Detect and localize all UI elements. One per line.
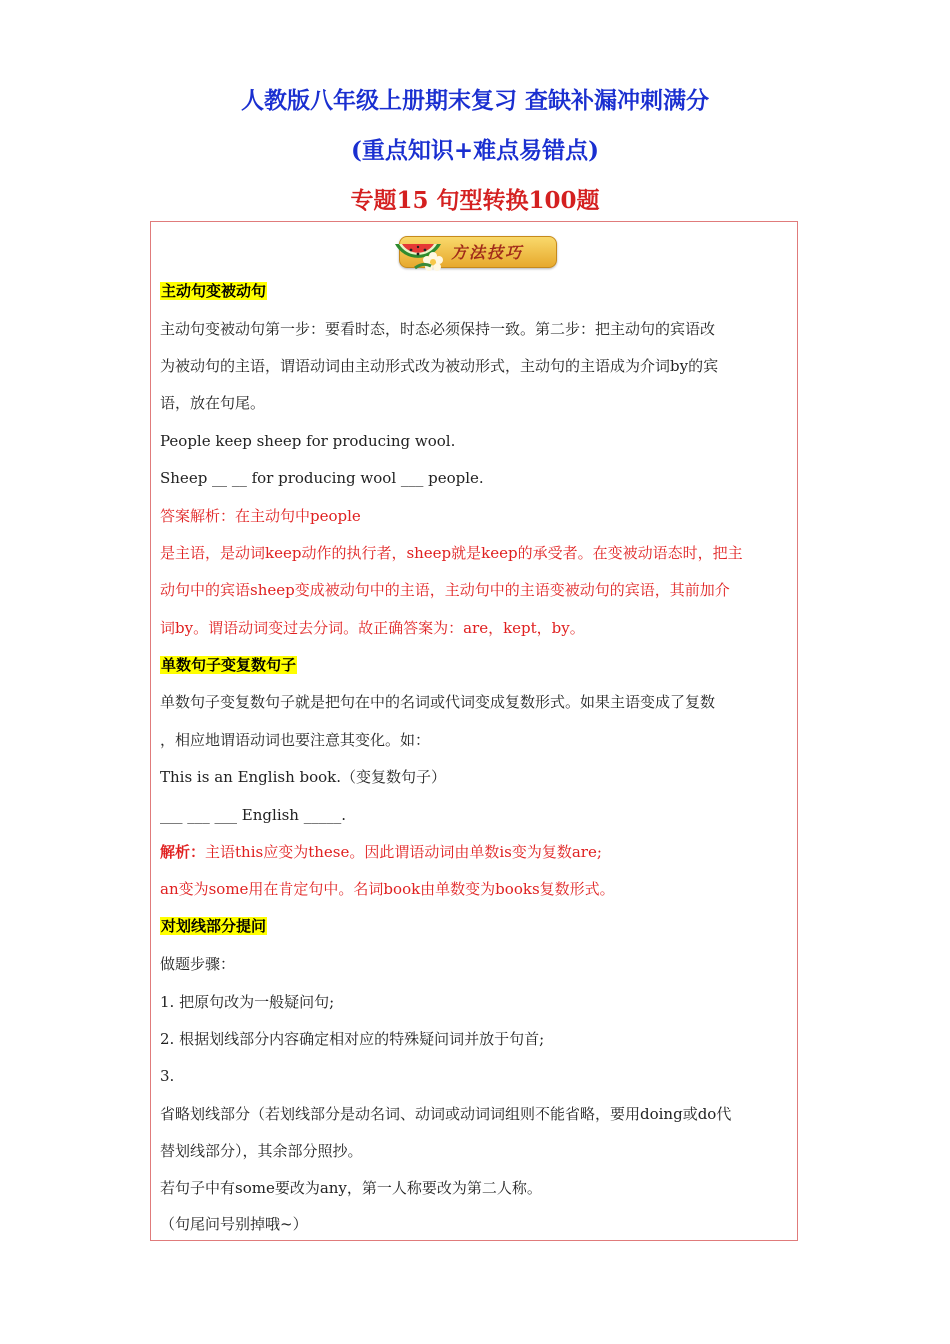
method-banner — [391, 230, 559, 270]
example-exercise: Sheep __ __ for producing wool ___ people. — [160, 469, 484, 487]
paragraph-line: （句尾问号别掉哦~） — [160, 1215, 308, 1233]
document-title: 人教版八年级上册期末复习 查缺补漏冲刺满分 — [240, 87, 709, 114]
step-item: 2. 根据划线部分内容确定相对应的特殊疑问词并放于句首; — [160, 1030, 545, 1048]
example-exercise: ___ ___ ___ English _____. — [160, 806, 347, 824]
tips-box — [150, 221, 798, 1241]
paragraph-line: 若句子中有some要改为any，第一人称要改为第二人称。 — [160, 1179, 542, 1197]
answer-line: 动句中的宾语sheep变成被动句中的主语，主动句中的主语变被动句的宾语，其前加介 — [160, 581, 730, 599]
paragraph-line: 做题步骤： — [160, 955, 236, 973]
step-item: 3. — [160, 1067, 175, 1085]
example-sentence: People keep sheep for producing wool. — [160, 432, 456, 450]
answer-line: 是主语，是动词keep动作的执行者，sheep就是keep的承受者。在变被动语态时，把主 — [160, 544, 743, 562]
answer-line: 词by。谓语动词变过去分词。故正确答案为：are，kept，by。 — [160, 619, 585, 637]
paragraph-line: 替划线部分），其余部分照抄。 — [160, 1142, 363, 1160]
section-heading-singular-plural: 单数句子变复数句子 — [161, 656, 297, 674]
document-subtitle: (重点知识+难点易错点) — [350, 137, 600, 164]
watermelon-icon — [391, 230, 451, 274]
topic-title: 专题15 句型转换100题 — [350, 187, 600, 214]
step-item: 1. 把原句改为一般疑问句; — [160, 993, 335, 1011]
banner-label: 方法技巧 — [451, 243, 524, 262]
answer-line: 解析：主语this应变为these。因此谓语动词由单数is变为复数are; — [160, 843, 602, 861]
paragraph-line: ，相应地谓语动词也要注意其变化。如： — [160, 731, 431, 749]
paragraph-line: 省略划线部分（若划线部分是动名词、动词或动词词组则不能省略，要用doing或do代 — [160, 1105, 732, 1123]
answer-line: 答案解析：在主动句中people — [160, 507, 361, 525]
paragraph-line: 语，放在句尾。 — [160, 394, 266, 412]
section-heading-active-passive: 主动句变被动句 — [161, 282, 267, 300]
section-heading-question: 对划线部分提问 — [161, 917, 267, 935]
paragraph-line: 主动句变被动句第一步：要看时态，时态必须保持一致。第二步：把主动句的宾语改 — [160, 320, 716, 338]
paragraph-line: 单数句子变复数句子就是把句在中的名词或代词变成复数形式。如果主语变成了复数 — [160, 693, 716, 711]
paragraph-line: 为被动句的主语，谓语动词由主动形式改为被动形式，主动句的主语成为介词by的宾 — [160, 357, 719, 375]
example-sentence: This is an English book.（变复数句子） — [160, 768, 447, 786]
answer-line: an变为some用在肯定句中。名词book由单数变为books复数形式。 — [160, 880, 615, 898]
